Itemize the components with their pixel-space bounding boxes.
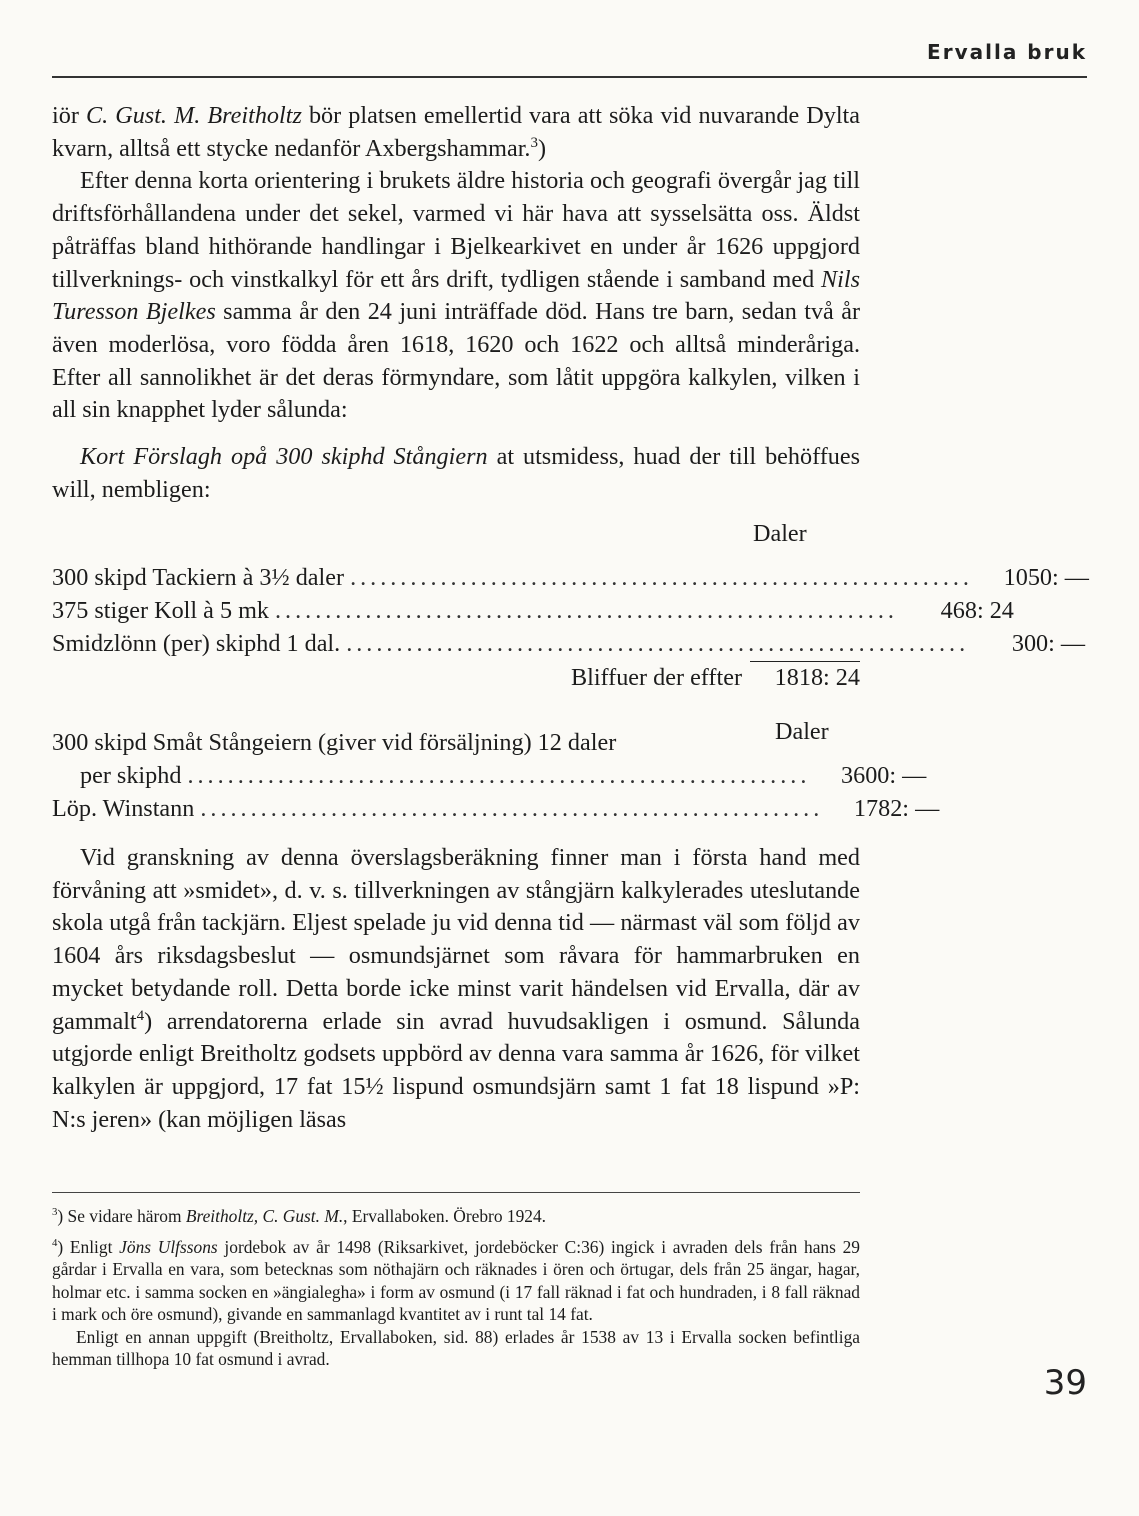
body-text [52, 100, 860, 506]
footnotes [52, 1205, 860, 1371]
ledger-row: 300 skipd Småt Stångeiern (giver vid försäljning) 12 daler [52, 729, 617, 756]
paragraph-2: Efter denna korta orientering i brukets äldre historia och geografi övergår jag till driftsförhållandena under det sekel, varmed vi här hava att sysselsätta oss. Äldst påträffas bland hithörande handlingar i Bjelkearkivet en under år 1626 uppgjord tillverknings- och vinstkalkyl för ett års drift, tydligen stående i samband med Nils Turesson Bjelkes samma år den 24 juni inträffade död. Hans tre barn, sedan två år även moderlösa, voro födda åren 1618, 1620 och 1622 och alltså minderåriga. Efter all sannolikhet är det deras förmyndare, som låtit uppgöra kalkylen, vilken i all sin knapphet lyder sålunda: [52, 167, 860, 424]
paragraph-4: Vid granskning av denna överslagsberäkning finner man i första hand med förvåning att »smidet», d. v. s. tillverkningen av stångjärn kalkylerades uteslutande skola utgå från tackjärn. Eljest spelade ju vid denna tid — närmast väl som följd av 1604 års riksdagsbeslut — osmundsjärnet som råvara för hammarbruken en mycket betydande roll. Detta borde icke minst varit händelsen vid Ervalla, där av gammalt$^4$) arrendatorerna erlade sin avrad huvudsakligen i osmund. Sålunda utgjorde enligt Breitholtz godsets uppbörd av denna vara samma år 1626, för vilket kalkylen är uppgjord, 17 fat 15½ lispund osmundsjärn samt 1 fat 18 lispund »P: N:s jeren» (kan möjligen läsas [52, 844, 860, 1133]
footnote-4: $^4$) Enligt Jöns Ulfssons jordebok av år 1498 (Riksarkivet, jordeböcker C:36) ingick i avraden dels från hans 29 gårdar i Ervalla en vara, som betecknas som nöthajärn och räknades i ören och örtugar, dels från 25 ängar, hagar, holmar etc. i samma socken en »ängialegha» i form av osmund (i 17 fall räknad i fat och hundraden, i 8 fall räknad i mark och öre osmund), givande en sammanlagd kvantitet av i runt tal 14 fat. [52, 1236, 860, 1324]
footnote-ref-3[interactable]: 3 [530, 134, 538, 151]
footnote-ref-4[interactable]: 4 [136, 1007, 145, 1024]
author-name: C. Gust. M. Breitholtz [85, 102, 302, 129]
ledger-sales [52, 727, 940, 826]
body-text-2 [52, 842, 860, 1136]
unit-header-2: Daler [775, 718, 829, 745]
header-rule [52, 76, 1087, 78]
footnote-3: $^3$) Se vidare härom Breitholtz, C. Gust. M., Ervallaboken. Örebro 1924. [52, 1206, 547, 1226]
ledger-row: 300 skipd Tackiern à 3½ daler .............................................................. 1050: — [52, 564, 1089, 591]
paragraph-1: iör C. Gust. M. Breitholtz bör platsen emellertid vara att söka vid nuvarande Dylta kvarn, alltså ett stycke nedanför Axbergshammar.$^3$) [52, 102, 861, 162]
paragraph-3: Kort Förslagh opå 300 skiphd Stångiern at utsmidess, huad der till behöffues will, nembligen: [52, 443, 860, 503]
ledger-row: Löp. Winstann .............................................................. 1782: — [52, 795, 940, 822]
document-title: Kort Förslagh opå 300 skiphd Stångiern [80, 443, 488, 471]
page-number: 39 [1043, 1363, 1087, 1403]
unit-header-1: Daler [753, 520, 807, 547]
ledger-row: per skiphd .............................................................. 3600: — [80, 762, 927, 789]
footnote-rule [52, 1192, 860, 1193]
running-head: Ervalla bruk [927, 40, 1087, 64]
ledger-costs [52, 562, 1089, 694]
person-name: Nils Turesson Bjelkes [52, 265, 860, 326]
footnote-4-continued: Enligt en annan uppgift (Breitholtz, Ervallaboken, sid. 88) erlades år 1538 av 13 i Ervalla socken befintliga hemman tillhopa 10 fat osmund i avrad. [52, 1326, 860, 1369]
ledger-row: 375 stiger Koll à 5 mk .............................................................. 468: 24 [52, 597, 1014, 624]
ledger-row: Smidzlönn (per) skiphd 1 dal. .............................................................. 300: — [52, 630, 1086, 657]
ledger-total: Bliffuer der effter 1818: 24 [52, 661, 860, 694]
